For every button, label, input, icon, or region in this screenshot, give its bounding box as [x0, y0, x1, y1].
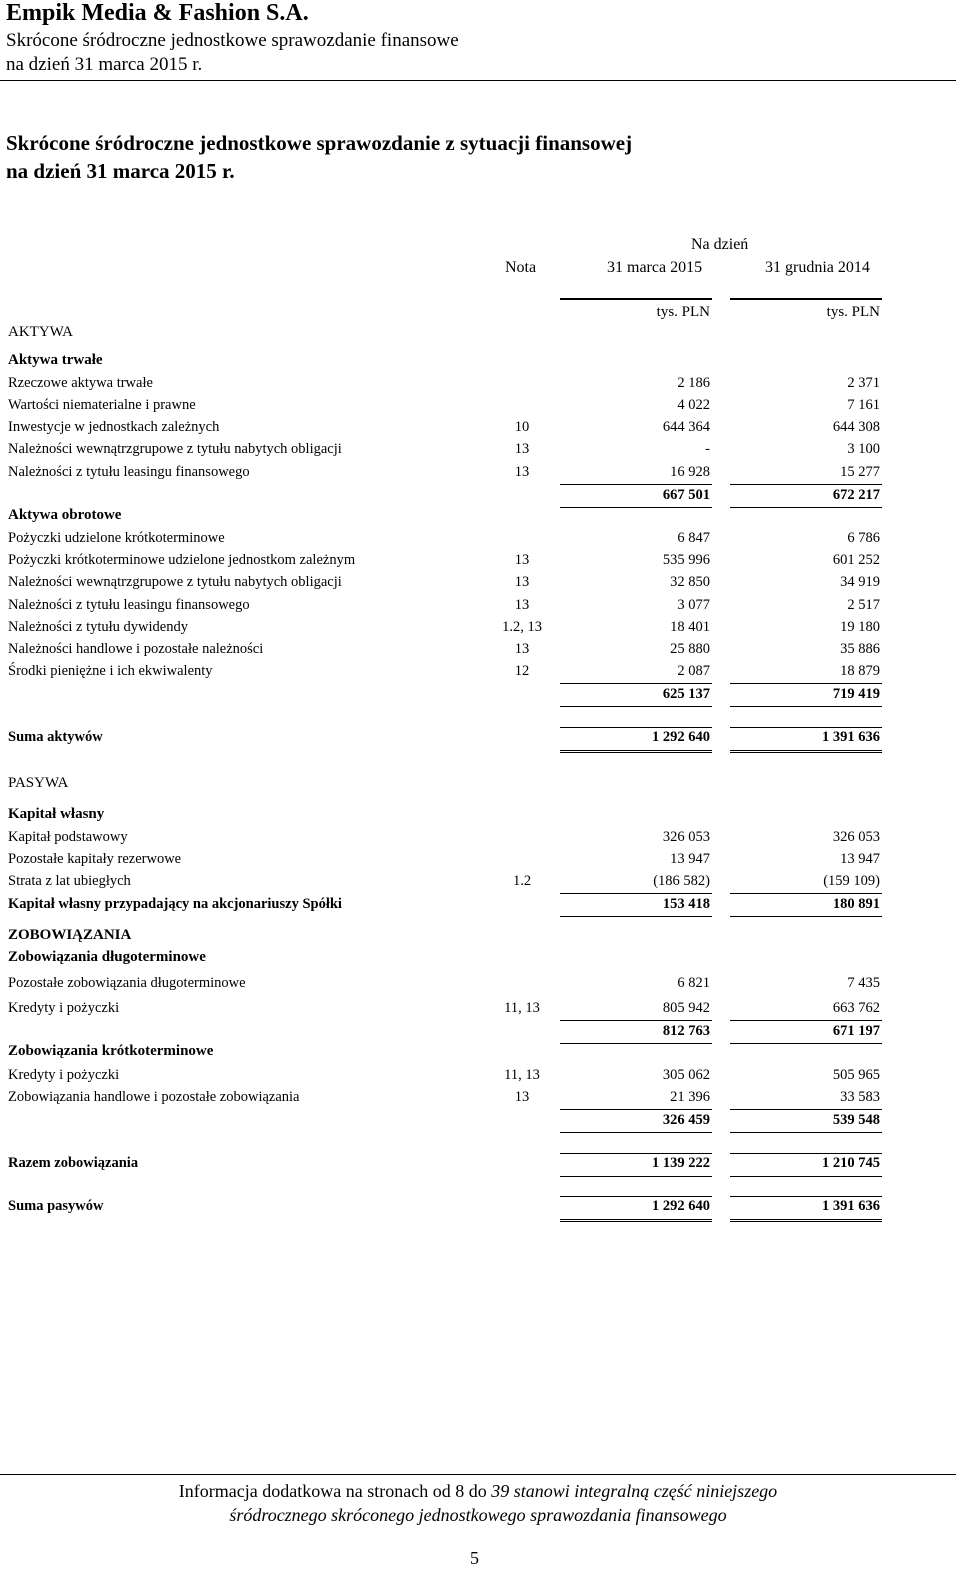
row-value-2014: 33 583	[840, 1089, 880, 1105]
row-label: Suma pasywów	[8, 1198, 104, 1214]
subtotal-row	[0, 686, 960, 708]
row-value-2015: 6 821	[677, 975, 710, 991]
row-value-2014: 19 180	[840, 619, 880, 635]
row-label: Należności handlowe i pozostałe należności	[8, 641, 264, 657]
row-value-2014: 1 391 636	[822, 729, 880, 745]
subtotal-rule	[560, 1109, 712, 1110]
subtotal-value-2014: 671 197	[832, 1023, 880, 1039]
subtotal-value-2014: 719 419	[832, 686, 880, 702]
table-row	[0, 1089, 960, 1111]
total-double-rule	[560, 750, 712, 753]
section-aktywa-trwale: Aktywa trwałe	[8, 352, 103, 368]
row-label: Należności wewnątrzgrupowe z tytułu nabytych obligacji	[8, 441, 342, 457]
table-row	[0, 419, 960, 441]
row-note: 13	[514, 552, 530, 568]
subtotal-underline	[730, 507, 882, 508]
total-underline	[560, 1176, 712, 1177]
subtotal-row	[0, 1112, 960, 1134]
subtotal-rule	[730, 683, 882, 684]
table-row	[0, 552, 960, 574]
row-value-2014: 326 053	[832, 829, 880, 845]
table-row	[0, 441, 960, 463]
total-equity-liabilities-row	[0, 1198, 960, 1220]
unit-label-2015: tys. PLN	[656, 304, 710, 320]
row-value-2015: 2 186	[677, 375, 710, 391]
total-rule	[560, 1153, 712, 1154]
row-value-2015: 16 928	[670, 464, 710, 480]
row-label: Kredyty i pożyczki	[8, 1000, 120, 1016]
section-kapital-wlasny: Kapitał własny	[8, 806, 105, 822]
unit-label-2014: tys. PLN	[826, 304, 880, 320]
row-note: 11, 13	[504, 1067, 540, 1083]
row-note: 10	[514, 419, 530, 435]
unit-rule-2015	[560, 298, 712, 300]
row-value-2014: 644 308	[832, 419, 880, 435]
report-date: na dzień 31 marca 2015 r.	[6, 54, 203, 75]
column-note-header: Nota	[505, 259, 537, 276]
subtotal-underline	[730, 706, 882, 707]
row-value-2015: 1 139 222	[652, 1155, 710, 1171]
total-double-rule	[730, 1219, 882, 1222]
row-value-2014: 35 886	[840, 641, 880, 657]
column-2015-header: 31 marca 2015	[607, 259, 703, 276]
table-row	[0, 975, 960, 997]
table-row	[0, 641, 960, 663]
row-value-2015: 18 401	[670, 619, 710, 635]
row-value-2015: 326 053	[662, 829, 710, 845]
subtotal-underline	[560, 1043, 712, 1044]
total-rule	[730, 727, 882, 728]
subtotal-value-2014: 539 548	[832, 1112, 880, 1128]
report-subtitle: Skrócone śródroczne jednostkowe sprawozdanie finansowe	[6, 30, 459, 51]
row-note: 13	[514, 597, 530, 613]
section-zobowiazania-krotkoterminowe: Zobowiązania krótkoterminowe	[8, 1043, 214, 1059]
subtotal-rule	[730, 1109, 882, 1110]
row-value-2014: 7 435	[847, 975, 880, 991]
column-2014-header: 31 grudnia 2014	[765, 259, 870, 276]
section-zobowiazania-dlugoterminowe: Zobowiązania długoterminowe	[8, 949, 206, 965]
row-label: Rzeczowe aktywa trwałe	[8, 375, 153, 391]
row-note: 11, 13	[504, 1000, 540, 1016]
row-value-2014: 15 277	[840, 464, 880, 480]
row-note: 13	[514, 641, 530, 657]
company-name: Empik Media & Fashion S.A.	[6, 0, 309, 26]
row-value-2014: 505 965	[832, 1067, 880, 1083]
row-value-2015: 6 847	[677, 530, 710, 546]
row-note: 1.2	[512, 873, 532, 889]
table-row	[0, 619, 960, 641]
row-value-2015: 2 087	[677, 663, 710, 679]
table-row	[0, 1000, 960, 1022]
total-underline	[730, 1176, 882, 1177]
subtotal-underline	[560, 916, 712, 917]
table-row	[0, 873, 960, 895]
row-label: Należności z tytułu leasingu finansowego	[8, 464, 250, 480]
statement-title-date: na dzień 31 marca 2015 r.	[6, 159, 235, 183]
table-row	[0, 851, 960, 873]
header-divider	[0, 80, 956, 81]
row-value-2014: 1 210 745	[822, 1155, 880, 1171]
row-value-2015: 644 364	[662, 419, 710, 435]
row-label: Należności wewnątrzgrupowe z tytułu nabytych obligacji	[8, 574, 342, 590]
column-group-label: Na dzień	[691, 236, 749, 253]
row-value-2015: 805 942	[662, 1000, 710, 1016]
subtotal-underline	[560, 1132, 712, 1133]
subtotal-rule	[560, 484, 712, 485]
subtotal-row	[0, 1023, 960, 1045]
equity-total-row	[0, 896, 960, 918]
row-value-2015: 25 880	[670, 641, 710, 657]
row-value-2015: 1 292 640	[652, 1198, 710, 1214]
row-value-2014: 1 391 636	[822, 1198, 880, 1214]
row-label: Środki pieniężne i ich ekwiwalenty	[8, 663, 213, 679]
row-value-2015: 305 062	[662, 1067, 710, 1083]
subtotal-value-2015: 625 137	[662, 686, 710, 702]
total-rule	[730, 1196, 882, 1197]
subtotal-rule	[730, 1020, 882, 1021]
table-row	[0, 574, 960, 596]
row-label: Pożyczki krótkoterminowe udzielone jednostkom zależnym	[8, 552, 356, 568]
row-value-2014: 2 371	[847, 375, 880, 391]
row-value-2015: 4 022	[677, 397, 710, 413]
row-value-2014: 18 879	[840, 663, 880, 679]
row-label: Pozostałe zobowiązania długoterminowe	[8, 975, 246, 991]
subtotal-value-2015: 812 763	[662, 1023, 710, 1039]
row-label: Razem zobowiązania	[8, 1155, 139, 1171]
row-value-2014: (159 109)	[823, 873, 880, 889]
footer-note-line2	[0, 1505, 956, 1526]
row-value-2014: 2 517	[847, 597, 880, 613]
total-rule	[560, 1196, 712, 1197]
footer-divider	[0, 1474, 956, 1475]
row-label: Inwestycje w jednostkach zależnych	[8, 419, 220, 435]
row-value-2015: 3 077	[677, 597, 710, 613]
table-row	[0, 530, 960, 552]
footer-note-italic: śródrocznego skróconego jednostkowego sprawozdania finansowego	[229, 1505, 727, 1525]
row-label: Pozostałe kapitały rezerwowe	[8, 851, 182, 867]
row-label: Kapitał własny przypadający na akcjonariuszy Spółki	[8, 896, 342, 912]
row-note: 12	[514, 663, 530, 679]
subtotal-rule	[560, 1020, 712, 1021]
row-value-2015: 32 850	[670, 574, 710, 590]
table-row	[0, 464, 960, 486]
subtotal-rule	[560, 893, 712, 894]
subtotal-value-2014: 672 217	[832, 487, 880, 503]
subtotal-underline	[730, 1043, 882, 1044]
subtotal-row	[0, 487, 960, 509]
row-value-2015: (186 582)	[653, 873, 710, 889]
row-label: Kredyty i pożyczki	[8, 1067, 120, 1083]
row-label: Pożyczki udzielone krótkoterminowe	[8, 530, 225, 546]
footer-note-italic: 39 stanowi integralną część niniejszego	[491, 1481, 778, 1501]
footer-note-text: Informacja dodatkowa na stronach od 8 do	[178, 1481, 492, 1501]
row-value-2014: 180 891	[832, 896, 880, 912]
total-double-rule	[730, 750, 882, 753]
table-row	[0, 829, 960, 851]
total-double-rule	[560, 1219, 712, 1222]
subtotal-underline	[560, 507, 712, 508]
total-assets-row	[0, 729, 960, 751]
total-liabilities-row	[0, 1155, 960, 1177]
subtotal-underline	[730, 1132, 882, 1133]
table-row	[0, 597, 960, 619]
row-value-2014: 3 100	[847, 441, 880, 457]
statement-title: Skrócone śródroczne jednostkowe sprawozdanie z sytuacji finansowej	[6, 131, 633, 155]
row-value-2015: -	[705, 441, 710, 457]
row-label: Strata z lat ubiegłych	[8, 873, 131, 889]
subtotal-rule	[730, 893, 882, 894]
table-row	[0, 1067, 960, 1089]
row-value-2014: 663 762	[832, 1000, 880, 1016]
page-number: 5	[470, 1548, 479, 1568]
row-value-2014: 34 919	[840, 574, 880, 590]
row-value-2015: 1 292 640	[652, 729, 710, 745]
subtotal-rule	[560, 683, 712, 684]
footer-note-line1	[0, 1481, 956, 1502]
row-label: Należności z tytułu dywidendy	[8, 619, 188, 635]
row-value-2015: 13 947	[670, 851, 710, 867]
total-rule	[560, 727, 712, 728]
subtotal-underline	[560, 706, 712, 707]
row-note: 13	[514, 441, 530, 457]
row-value-2014: 13 947	[840, 851, 880, 867]
section-zobowiazania: ZOBOWIĄZANIA	[8, 927, 132, 943]
row-label: Wartości niematerialne i prawne	[8, 397, 196, 413]
table-row	[0, 375, 960, 397]
row-note: 1.2, 13	[502, 619, 542, 635]
row-value-2015: 153 418	[662, 896, 710, 912]
row-note: 13	[514, 464, 530, 480]
row-value-2014: 6 786	[847, 530, 880, 546]
row-note: 13	[514, 1089, 530, 1105]
section-aktywa-obrotowe: Aktywa obrotowe	[8, 507, 122, 523]
row-label: Kapitał podstawowy	[8, 829, 128, 845]
section-aktywa: AKTYWA	[8, 324, 73, 340]
row-value-2014: 601 252	[832, 552, 880, 568]
row-note: 13	[514, 574, 530, 590]
unit-rule-2014	[730, 298, 882, 300]
subtotal-value-2015: 667 501	[662, 487, 710, 503]
table-row	[0, 663, 960, 685]
subtotal-value-2015: 326 459	[662, 1112, 710, 1128]
row-value-2015: 535 996	[662, 552, 710, 568]
row-value-2015: 21 396	[670, 1089, 710, 1105]
row-label: Zobowiązania handlowe i pozostałe zobowiązania	[8, 1089, 300, 1105]
subtotal-underline	[730, 916, 882, 917]
row-value-2014: 7 161	[847, 397, 880, 413]
total-rule	[730, 1153, 882, 1154]
row-label: Suma aktywów	[8, 729, 103, 745]
row-label: Należności z tytułu leasingu finansowego	[8, 597, 250, 613]
section-pasywa: PASYWA	[8, 775, 69, 791]
table-row	[0, 397, 960, 419]
subtotal-rule	[730, 484, 882, 485]
